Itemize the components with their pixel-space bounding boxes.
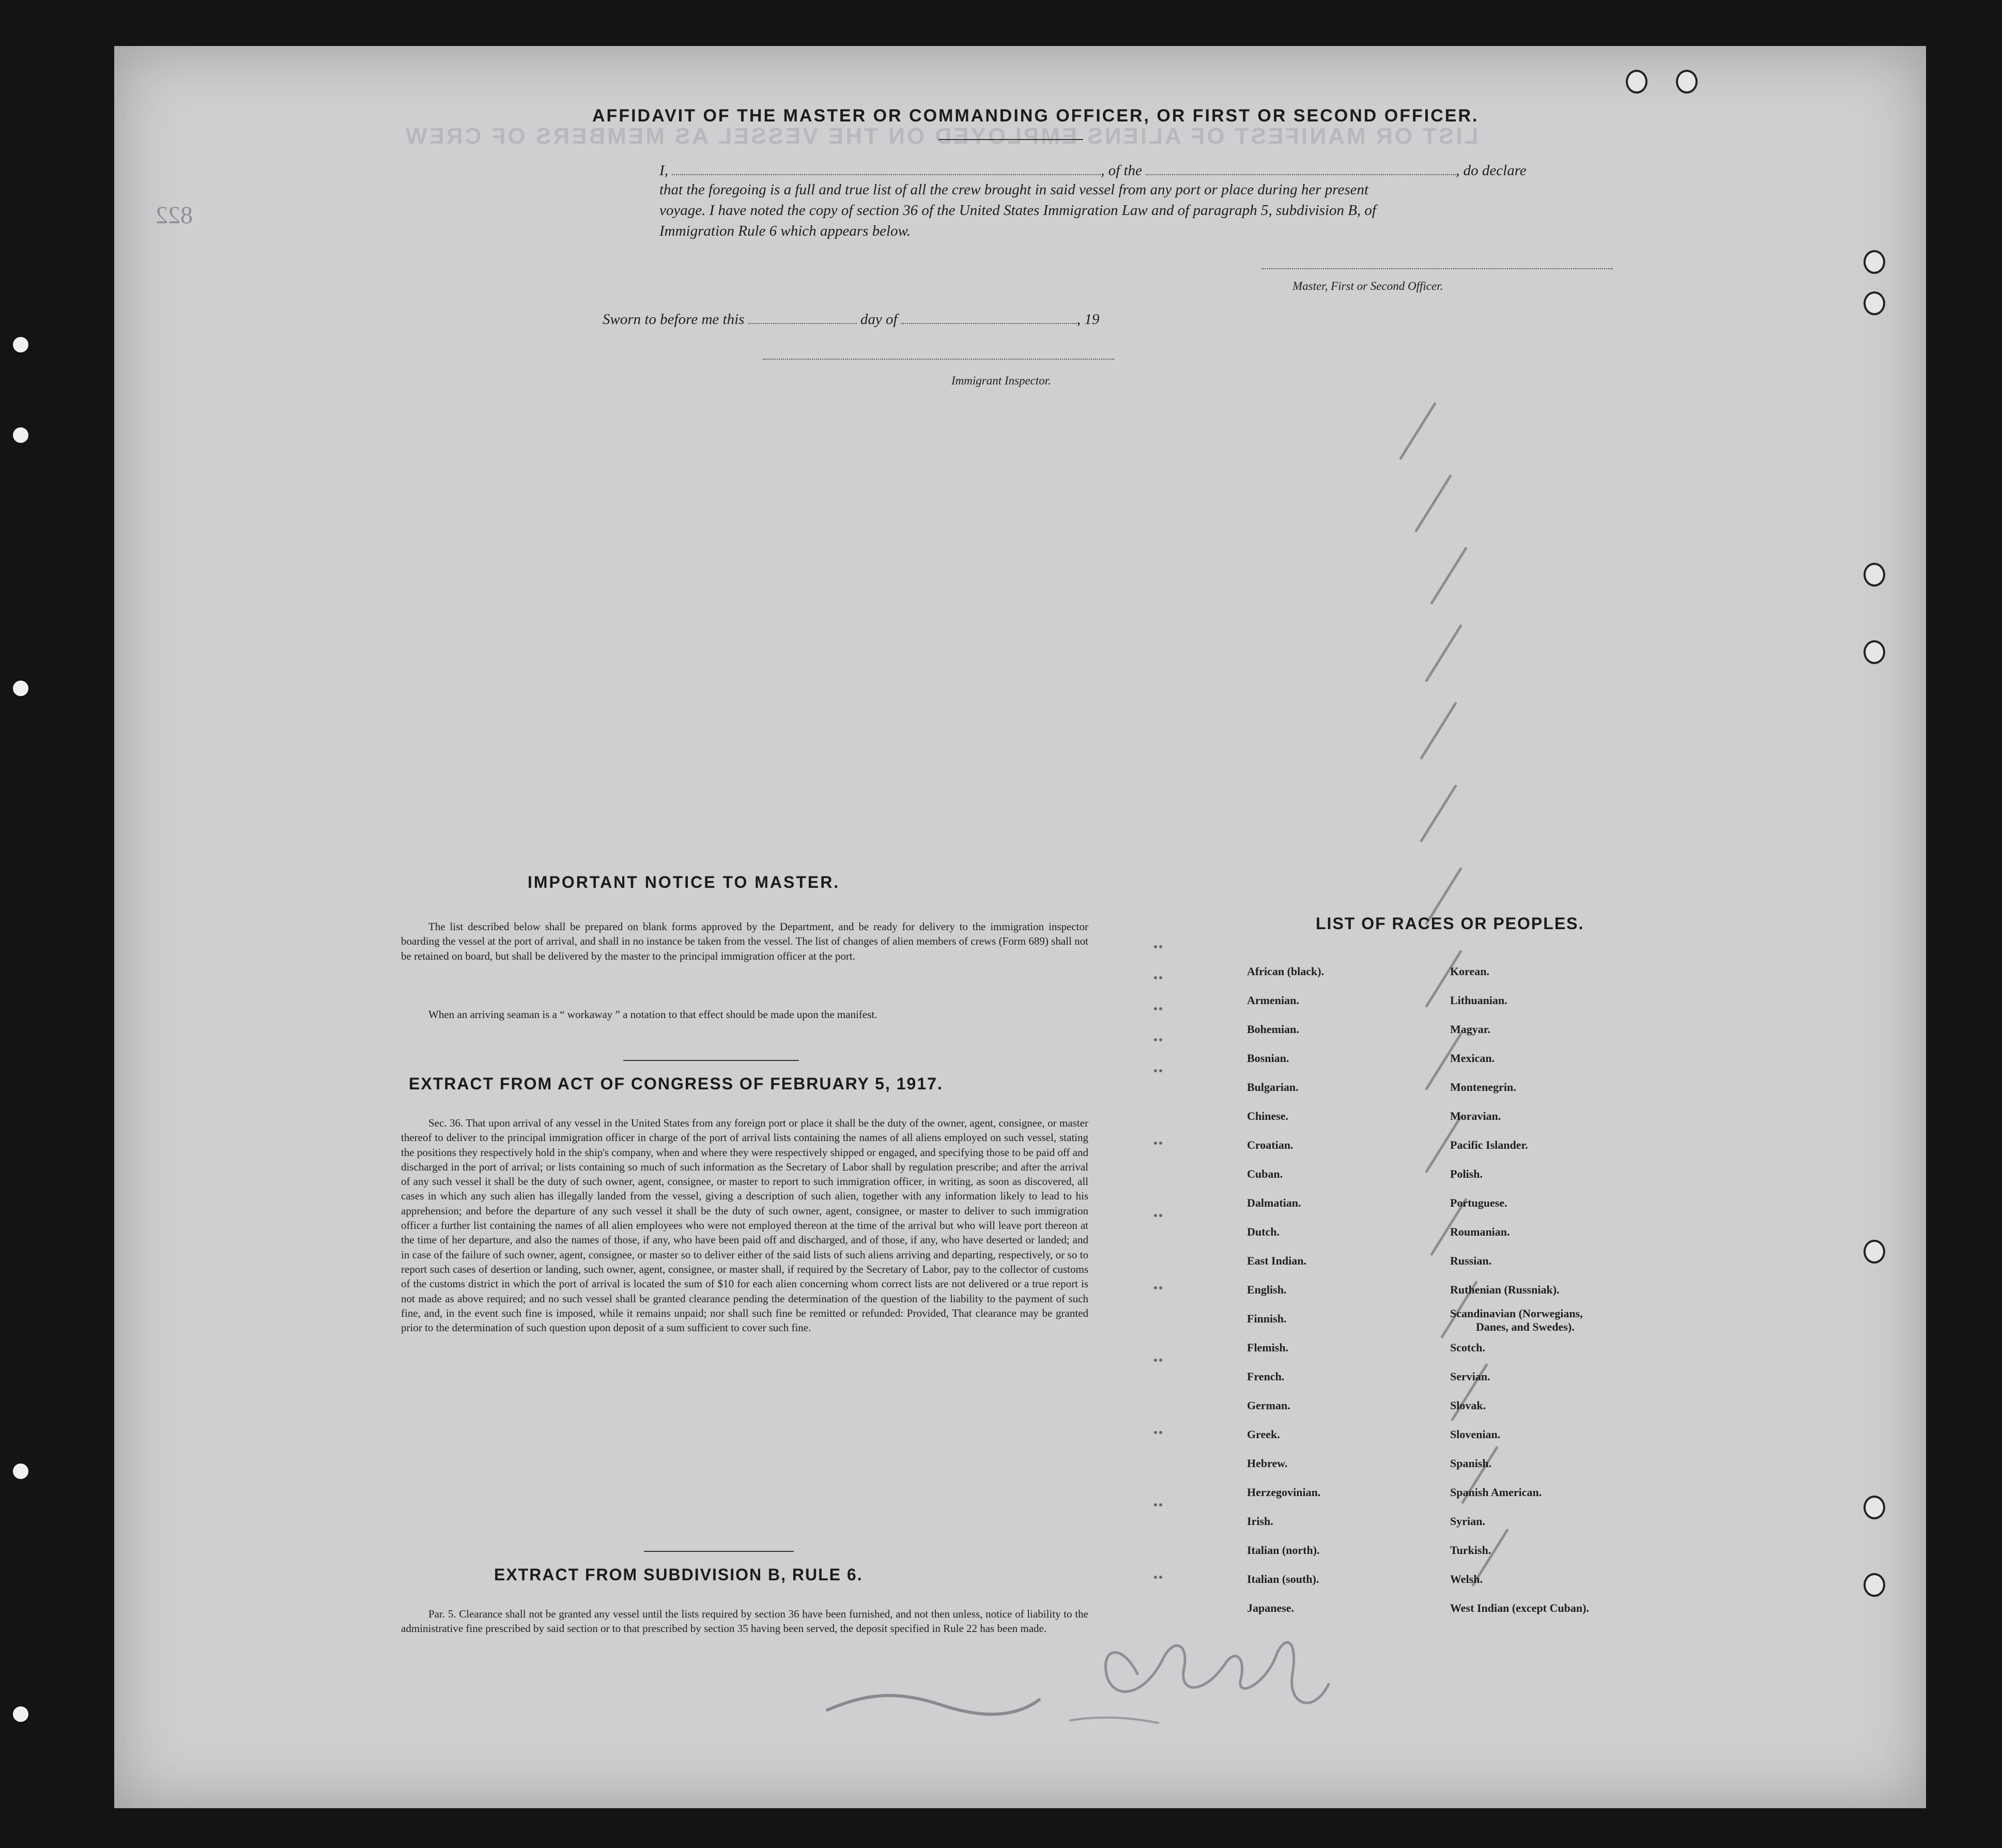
handwritten-signature [709,1612,1380,1746]
extract-act-title: EXTRACT FROM ACT OF CONGRESS OF FEBRUARY 5, 1917. [409,1074,943,1093]
punch-hole [1864,250,1885,274]
punch-hole [1864,1496,1885,1519]
race-item: Bosnian. [1247,1052,1289,1065]
document-page [114,46,1926,1808]
race-item: Turkish. [1450,1544,1491,1557]
race-item: German. [1247,1399,1290,1412]
race-item: Magyar. [1450,1023,1491,1036]
race-item: Slovak. [1450,1399,1486,1412]
section-divider [623,1060,799,1061]
race-item: Pacific Islander. [1450,1138,1528,1151]
race-item: Roumanian. [1450,1225,1510,1238]
race-item: Irish. [1247,1515,1273,1528]
inspector-caption: Immigrant Inspector. [951,374,1051,387]
notice-paragraph-2: When an arriving seaman is a “ workaway ” a notation to that effect should be made upon the manifest. [428,1008,877,1021]
race-item: French. [1247,1370,1285,1383]
sworn-month-blank [901,310,1077,324]
race-item: Danes, and Swedes). [1476,1320,1575,1333]
inspector-signature-line [763,359,1114,360]
race-item: Italian (south). [1247,1573,1319,1585]
punch-hole [11,1705,30,1723]
master-signature-caption: Master, First or Second Officer. [1292,280,1443,292]
affidavit-line-3: voyage. I have noted the copy of section 36 of the United States Immigration Law and of paragraph 5, subdivision B, of [659,202,1376,219]
extract-act-body: Sec. 36. That upon arrival of any vessel in the United States from any foreign port or place it shall be the duty of the owner, agent, consignee, or master thereof to deliver to the principal immigration officer in charge of the port of arrival lists containing the names of all aliens employed on such vessel, stating the positions they respectively hold in the ship's company, when and where they were respectively shipped or engaged, and specifying those to be paid off and discharged in the port of arrival; or lists containing so much of such information as the Secretary of Labor shall by regulation prescribe; and after the arrival of any such vessel it shall be the duty of such owner, agent, consignee, or master to report to such immigration officer, in writing, as soon as discovered, all cases in which any such alien has illegally landed from the vessel, giving a description of such alien, together with any information likely to lead to his apprehension; and before the departure of any such vessel it shall be the duty of such owner, agent, consignee, or master to deliver to such immigration officer a further list containing the names of all alien employees who were not employed thereon at the time of the arrival but who will leave port thereon at the time of her departure, and also the names of those, if any, who have been paid off and discharged, and of those, if any, who have deserted or landed; and in case of the failure of such owner, agent, consignee, or master so to deliver either of the said lists of such aliens arriving and departing, respectively, or so to report such cases of desertion or landing, such owner, agent, consignee, or master shall, if required by the Secretary of Labor, pay to the collector of customs of the customs district in which the port of arrival is located the sum of $10 for each alien concerning whom correct lists are not delivered or a true report is not made as above required; and no such vessel shall be granted clearance pending the determination of the question of the liability to the payment of such fine, and, in the event such fine is imposed, while it remains unpaid; nor shall such fine be remitted or refunded: Provided, That clearance may be granted prior to the determination of such question upon deposit of a sum sufficient to cover such fine. [401,1117,1088,1334]
affidavit-line-2: that the foregoing is a full and true list of all the crew brought in said vessel from any port or place during her present [659,181,1369,198]
punch-hole [1864,1240,1885,1264]
section-divider [644,1551,794,1552]
race-item: Polish. [1450,1167,1483,1180]
race-item: Greek. [1247,1428,1280,1441]
races-title: LIST OF RACES OR PEOPLES. [1316,914,1584,933]
sworn-line: Sworn to before me this day of , 19 [603,310,1099,328]
punch-hole [11,426,30,444]
race-item: Syrian. [1450,1515,1485,1528]
extract-rule-title: EXTRACT FROM SUBDIVISION B, RULE 6. [494,1565,863,1584]
race-item: Lithuanian. [1450,994,1507,1007]
race-item: Italian (north). [1247,1544,1320,1557]
race-item: Portuguese. [1450,1196,1507,1209]
punch-hole [1676,70,1698,94]
race-item: Hebrew. [1247,1457,1288,1470]
race-item: Spanish. [1450,1457,1492,1470]
race-item: Scandinavian (Norwegians, [1450,1307,1583,1320]
page-number: 822 [156,202,193,229]
race-item: Cuban. [1247,1167,1283,1180]
punch-hole [1864,563,1885,587]
race-item: Dalmatian. [1247,1196,1301,1209]
master-signature-line [1261,268,1613,269]
race-item: Moravian. [1450,1110,1501,1122]
punch-hole [11,679,30,698]
name-blank [672,161,1101,175]
race-item: African (black). [1247,965,1325,978]
race-item: Bulgarian. [1247,1081,1299,1094]
race-item: English. [1247,1283,1287,1296]
punch-hole [11,1462,30,1481]
race-item: Korean. [1450,965,1489,978]
race-item: Croatian. [1247,1138,1293,1151]
race-item: Slovenian. [1450,1428,1501,1441]
affidavit-line-1: I, , of the , do declare [659,161,1527,179]
affidavit-title-rule [938,139,1083,140]
race-item: West Indian (except Cuban). [1450,1601,1589,1614]
race-item: East Indian. [1247,1254,1306,1267]
race-item: Armenian. [1247,994,1299,1007]
affidavit-title: AFFIDAVIT OF THE MASTER OR COMMANDING OFFICER, OR FIRST OR SECOND OFFICER. [592,106,1479,126]
race-item: Chinese. [1247,1110,1289,1122]
race-item: Spanish American. [1450,1486,1542,1499]
notice-paragraph-1: The list described below shall be prepared on blank forms approved by the Department, and be ready for delivery to the immigration inspector boarding the vessel at the port of arrival, and shall in no instance be taken from the vessel. The list of changes of alien members of crews (Form 689) shall not be retained on board, but shall be delivered by the master to the principal immigration officer at the port. [401,920,1088,962]
bleed-through-title: LIST OR MANIFEST OF ALIENS EMPLOYED ON THE VESSEL AS MEMBERS OF CREW [404,124,1479,149]
punch-hole [1626,70,1647,94]
punch-hole [1864,1573,1885,1597]
race-item: Flemish. [1247,1341,1289,1354]
race-item: Dutch. [1247,1225,1280,1238]
race-item: Russian. [1450,1254,1492,1267]
race-item: Mexican. [1450,1052,1495,1065]
sworn-day-blank [748,310,857,324]
race-item: Welsh. [1450,1573,1483,1585]
race-item: Bohemian. [1247,1023,1299,1036]
race-item: Japanese. [1247,1601,1295,1614]
race-item: Montenegrin. [1450,1081,1516,1094]
punch-hole [1864,291,1885,315]
race-item: Scotch. [1450,1341,1485,1354]
race-item: Herzegovinian. [1247,1486,1321,1499]
race-item: Ruthenian (Russniak). [1450,1283,1560,1296]
punch-hole [11,335,30,354]
extract-rule-body: Par. 5. Clearance shall not be granted any vessel until the lists required by section 36 have been furnished, and not then unless, notice of liability to the administrative fine prescribed by said section or to that prescribed by section 35 having been served, the deposit specified in Rule 22 has been made. [401,1608,1088,1635]
vessel-blank [1146,161,1456,175]
race-item: Servian. [1450,1370,1490,1383]
notice-title: IMPORTANT NOTICE TO MASTER. [528,873,840,891]
affidavit-line-4: Immigration Rule 6 which appears below. [659,223,911,239]
punch-hole [1864,640,1885,664]
race-item: Finnish. [1247,1312,1287,1325]
